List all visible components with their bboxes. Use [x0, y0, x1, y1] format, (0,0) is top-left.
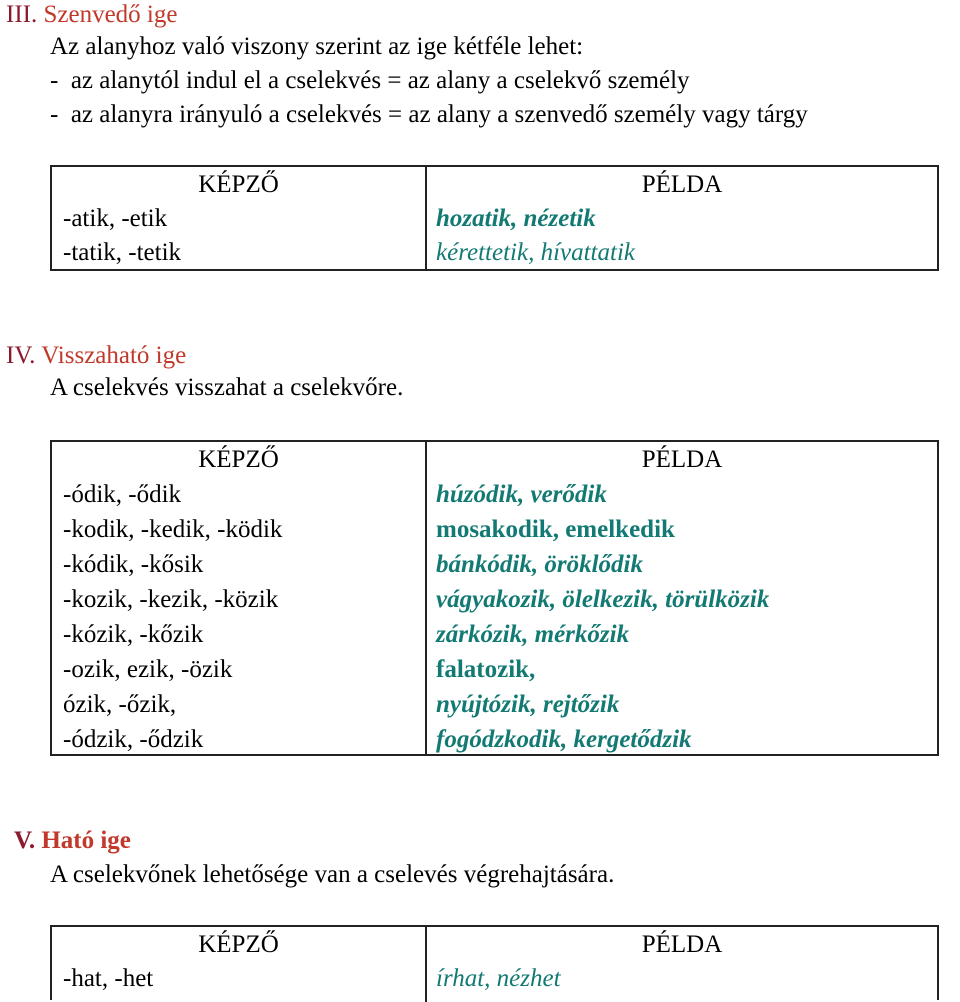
- example-cell: bánkódik, öröklődik: [436, 551, 643, 578]
- section-3-number: III.: [6, 1, 38, 28]
- section-5-table: [50, 925, 939, 1000]
- table-header-suffix: KÉPZŐ: [198, 931, 279, 958]
- section-5-heading: [14, 826, 131, 856]
- section-5-intro: A cselekvőnek lehetősége van a cselevés végrehajtására.: [50, 861, 615, 888]
- example-cell: kérettetik, hívattatik: [436, 239, 635, 266]
- suffix-cell: -kozik, -kezik, -közik: [63, 586, 279, 613]
- table-divider: [425, 440, 427, 756]
- example-cell: fogódzkodik, kergetődzik: [436, 726, 692, 753]
- section-3-heading: [6, 0, 177, 30]
- table-header-example: PÉLDA: [641, 446, 723, 473]
- section-4-title: Visszaható ige: [41, 342, 187, 369]
- table-header-example: PÉLDA: [641, 931, 723, 958]
- table-header-example: PÉLDA: [641, 171, 723, 198]
- example-cell: mosakodik, emelkedik: [436, 516, 675, 543]
- section-3-table: [50, 165, 939, 271]
- section-5-title: Ható ige: [41, 827, 131, 854]
- section-4-number: IV.: [6, 342, 36, 369]
- table-header-suffix: KÉPZŐ: [198, 171, 279, 198]
- suffix-cell: -hat, -het: [63, 965, 154, 992]
- example-cell: hozatik, nézetik: [436, 205, 596, 232]
- section-3-title: Szenvedő ige: [43, 1, 178, 28]
- section-4-heading: [6, 341, 186, 371]
- suffix-cell: ózik, -őzik,: [63, 691, 177, 718]
- suffix-cell: -atik, -etik: [63, 205, 168, 232]
- section-3-bullet-2: - az alanyra irányuló a cselekvés = az alany a szenvedő személy vagy tárgy: [50, 101, 808, 128]
- suffix-cell: -tatik, -tetik: [63, 239, 182, 266]
- suffix-cell: -kodik, -kedik, -ködik: [63, 516, 283, 543]
- example-cell: nyújtózik, rejtőzik: [436, 691, 620, 718]
- example-cell: falatozik,: [436, 656, 536, 683]
- suffix-cell: -kódik, -kősik: [63, 551, 204, 578]
- example-cell: írhat, nézhet: [436, 965, 561, 992]
- suffix-cell: -ódik, -ődik: [63, 481, 182, 508]
- suffix-cell: -ozik, ezik, -özik: [63, 656, 233, 683]
- example-cell: zárkózik, mérkőzik: [436, 621, 630, 648]
- suffix-cell: -kózik, -kőzik: [63, 621, 204, 648]
- section-4-table: [50, 440, 939, 756]
- section-4-intro: A cselekvés visszahat a cselekvőre.: [50, 374, 404, 401]
- section-3-bullet-1: - az alanytól indul el a cselekvés = az alany a cselekvő személy: [50, 67, 690, 94]
- example-cell: vágyakozik, ölelkezik, törülközik: [436, 586, 770, 613]
- section-3-intro: Az alanyhoz való viszony szerint az ige kétféle lehet:: [50, 33, 584, 60]
- section-5-number: V.: [14, 827, 36, 854]
- suffix-cell: -ódzik, -ődzik: [63, 726, 204, 753]
- example-cell: húzódik, verődik: [436, 481, 607, 508]
- table-header-suffix: KÉPZŐ: [198, 446, 279, 473]
